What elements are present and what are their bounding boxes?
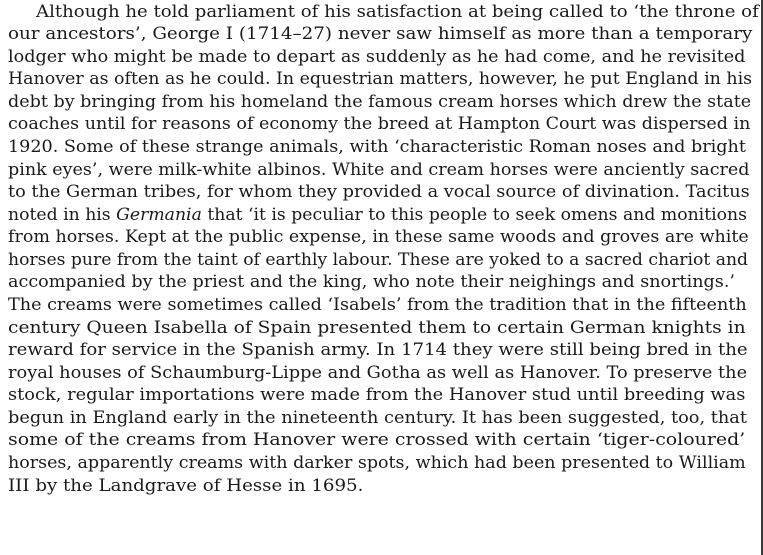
paragraph-line: III by the Landgrave of Hesse in 1695. [8,476,364,496]
paragraph-line: horses, apparently creams with darker spots, which had been presented to William [8,453,746,473]
paragraph-line: from horses. Kept at the public expense, in these same woods and groves are white [8,227,749,247]
paragraph-line: royal houses of Schaumburg-Lippe and Gotha as well as Hanover. To preserve the [8,363,748,383]
paragraph-line: noted in his Germania that ‘it is peculiar to this people to seek omens and monitions [8,205,747,225]
paragraph-line: stock, regular importations were made from the Hanover stud until breeding was [8,385,746,405]
paragraph-line: Although he told parliament of his satisfaction at being called to ‘the throne of [36,2,759,22]
paragraph-line: our ancestors’, George I (1714–27) never saw himself as more than a temporary [8,24,753,44]
paragraph-line: century Queen Isabella of Spain presented them to certain German knights in [8,318,746,338]
paragraph-line: pink eyes’, were milk-white albinos. White and cream horses were anciently sacred [8,160,750,180]
paragraph-line: Hanover as often as he could. In equestrian matters, however, he put England in his [8,69,753,89]
paragraph-line: begun in England early in the nineteenth century. It has been suggested, too, that [8,408,748,428]
paragraph-line: The creams were sometimes called ‘Isabels’ from the tradition that in the fifteenth [8,295,747,315]
paragraph-line: debt by bringing from his homeland the famous cream horses which drew the state [8,92,752,112]
paragraph-line: to the German tribes, for whom they provided a vocal source of divination. Tacitus [8,182,750,202]
paragraph-line: coaches until for reasons of economy the breed at Hampton Court was dispersed in [8,114,751,134]
paragraph-line: some of the creams from Hanover were crossed with certain ‘tiger-coloured’ [8,430,746,450]
paragraph-line: accompanied by the priest and the king, who note their neighings and snortings.’ [8,272,736,292]
paragraph-line: lodger who might be made to depart as suddenly as he had come, and he revisited [8,47,746,67]
germania-title: Germania [116,205,202,225]
paragraph-line: reward for service in the Spanish army. In 1714 they were still being bred in the [8,340,748,360]
paragraph-line: horses pure from the taint of earthly labour. These are yoked to a sacred chariot and [8,250,749,270]
paragraph-line: 1920. Some of these strange animals, with ‘characteristic Roman noses and bright [8,137,746,157]
